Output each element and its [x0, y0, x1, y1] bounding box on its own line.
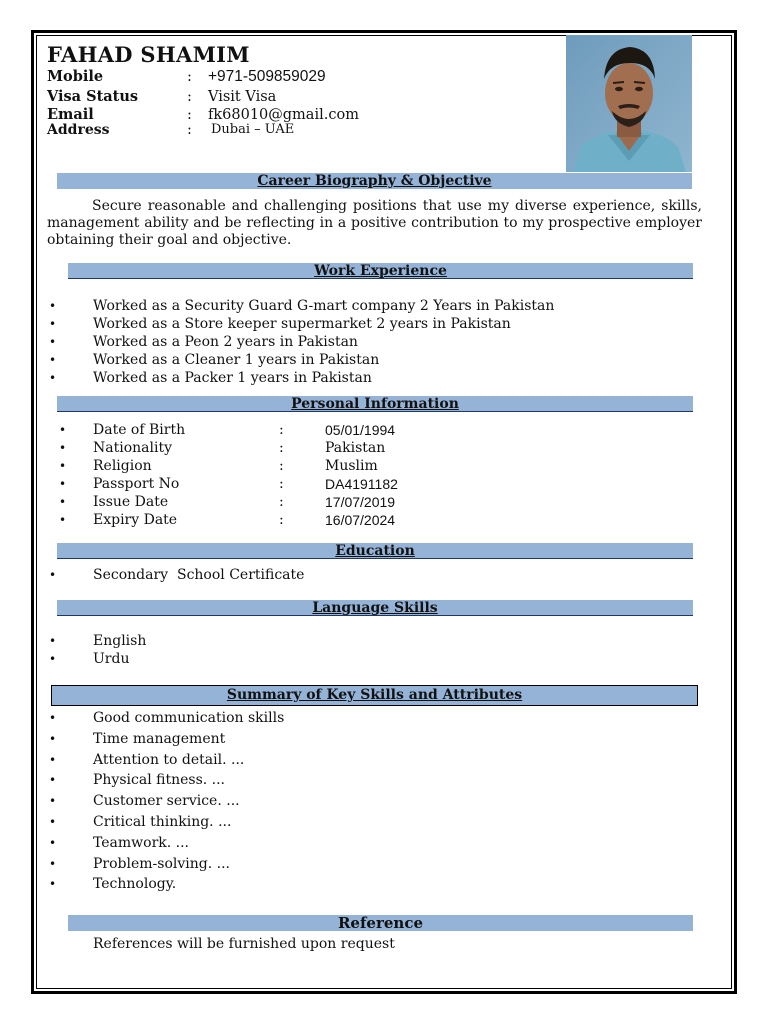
candidate-name: FAHAD SHAMIM: [47, 42, 250, 67]
nationality-value: Pakistan: [325, 440, 386, 456]
profile-photo: [566, 35, 692, 172]
personal-info-row-nationality: [57, 439, 517, 457]
work-experience-heading: Work Experience: [68, 263, 693, 279]
list-item: • Time management: [47, 729, 284, 750]
list-item: • Secondary School Certificate: [47, 566, 304, 584]
list-item: • Technology.: [47, 874, 284, 895]
list-item: • Worked as a Packer 1 years in Pakistan: [47, 369, 554, 387]
address-value: Dubai – UAE: [211, 122, 295, 137]
list-item: • Worked as a Peon 2 years in Pakistan: [47, 333, 554, 351]
education-heading: Education: [57, 543, 693, 559]
dob-separator: :: [279, 422, 284, 438]
language-skills-heading: Language Skills: [57, 600, 693, 616]
mobile-separator: :: [187, 69, 192, 85]
list-item: • Urdu: [47, 650, 146, 668]
list-item: • Good communication skills: [47, 708, 284, 729]
list-item: • Customer service. ...: [47, 791, 284, 812]
key-skills-heading: Summary of Key Skills and Attributes: [51, 685, 698, 706]
issue-date-label: • Issue Date: [93, 494, 169, 510]
email-separator: :: [187, 107, 192, 123]
education-list: [47, 566, 304, 584]
passport-separator: :: [279, 476, 284, 492]
list-item: • Problem-solving. ...: [47, 854, 284, 875]
mobile-value: +971-509859029: [208, 68, 326, 85]
nationality-separator: :: [279, 440, 284, 456]
list-item: • Worked as a Store keeper supermarket 2 years in Pakistan: [47, 315, 554, 333]
dob-label: • Date of Birth: [93, 422, 186, 438]
nationality-label: • Nationality: [93, 440, 172, 456]
list-item: • Worked as a Security Guard G-mart company 2 Years in Pakistan: [47, 297, 554, 315]
visa-status-separator: :: [187, 89, 192, 105]
list-item: • Critical thinking. ...: [47, 812, 284, 833]
personal-info-row-expiry-date: [57, 511, 517, 529]
list-item: • Attention to detail. ...: [47, 750, 284, 771]
expiry-date-separator: :: [279, 512, 284, 528]
passport-value: DA4191182: [325, 476, 398, 492]
personal-info-row-religion: [57, 457, 517, 475]
expiry-date-value: 16/07/2024: [325, 512, 396, 528]
visa-status-value: Visit Visa: [208, 89, 277, 105]
religion-value: Muslim: [325, 458, 378, 474]
address-separator: :: [187, 122, 192, 138]
religion-separator: :: [279, 458, 284, 474]
personal-information-heading: Personal Information: [57, 396, 693, 412]
list-item: • English: [47, 632, 146, 650]
issue-date-separator: :: [279, 494, 284, 510]
personal-info-row-dob: [57, 421, 517, 439]
reference-text: References will be furnished upon request: [93, 936, 395, 952]
work-experience-list: [47, 297, 554, 387]
mobile-label: Mobile: [47, 68, 104, 85]
issue-date-value: 17/07/2019: [325, 494, 396, 510]
list-item: • Teamwork. ...: [47, 833, 284, 854]
address-label: Address: [47, 122, 110, 138]
religion-label: • Religion: [93, 458, 152, 474]
expiry-date-label: • Expiry Date: [93, 512, 178, 528]
language-skills-list: [47, 632, 146, 668]
personal-information-list: [57, 421, 517, 529]
dob-value: 05/01/1994: [325, 422, 396, 438]
list-item: • Physical fitness. ...: [47, 770, 284, 791]
passport-label: • Passport No: [93, 476, 180, 492]
career-objective-text: Secure reasonable and challenging positions that use my diverse experience, skills, management ability and be reflecting in a positive contribution to my prospective employer obtaining their goal and objective.: [47, 198, 702, 248]
key-skills-list: [47, 708, 284, 895]
list-item: • Worked as a Cleaner 1 years in Pakistan: [47, 351, 554, 369]
visa-status-label: Visa Status: [47, 88, 139, 105]
email-value[interactable]: fk68010@gmail.com: [208, 107, 359, 123]
personal-info-row-passport: [57, 475, 517, 493]
reference-heading: Reference: [68, 915, 693, 931]
email-label: Email: [47, 106, 94, 123]
personal-info-row-issue-date: [57, 493, 517, 511]
career-biography-heading: Career Biography & Objective: [57, 173, 692, 189]
